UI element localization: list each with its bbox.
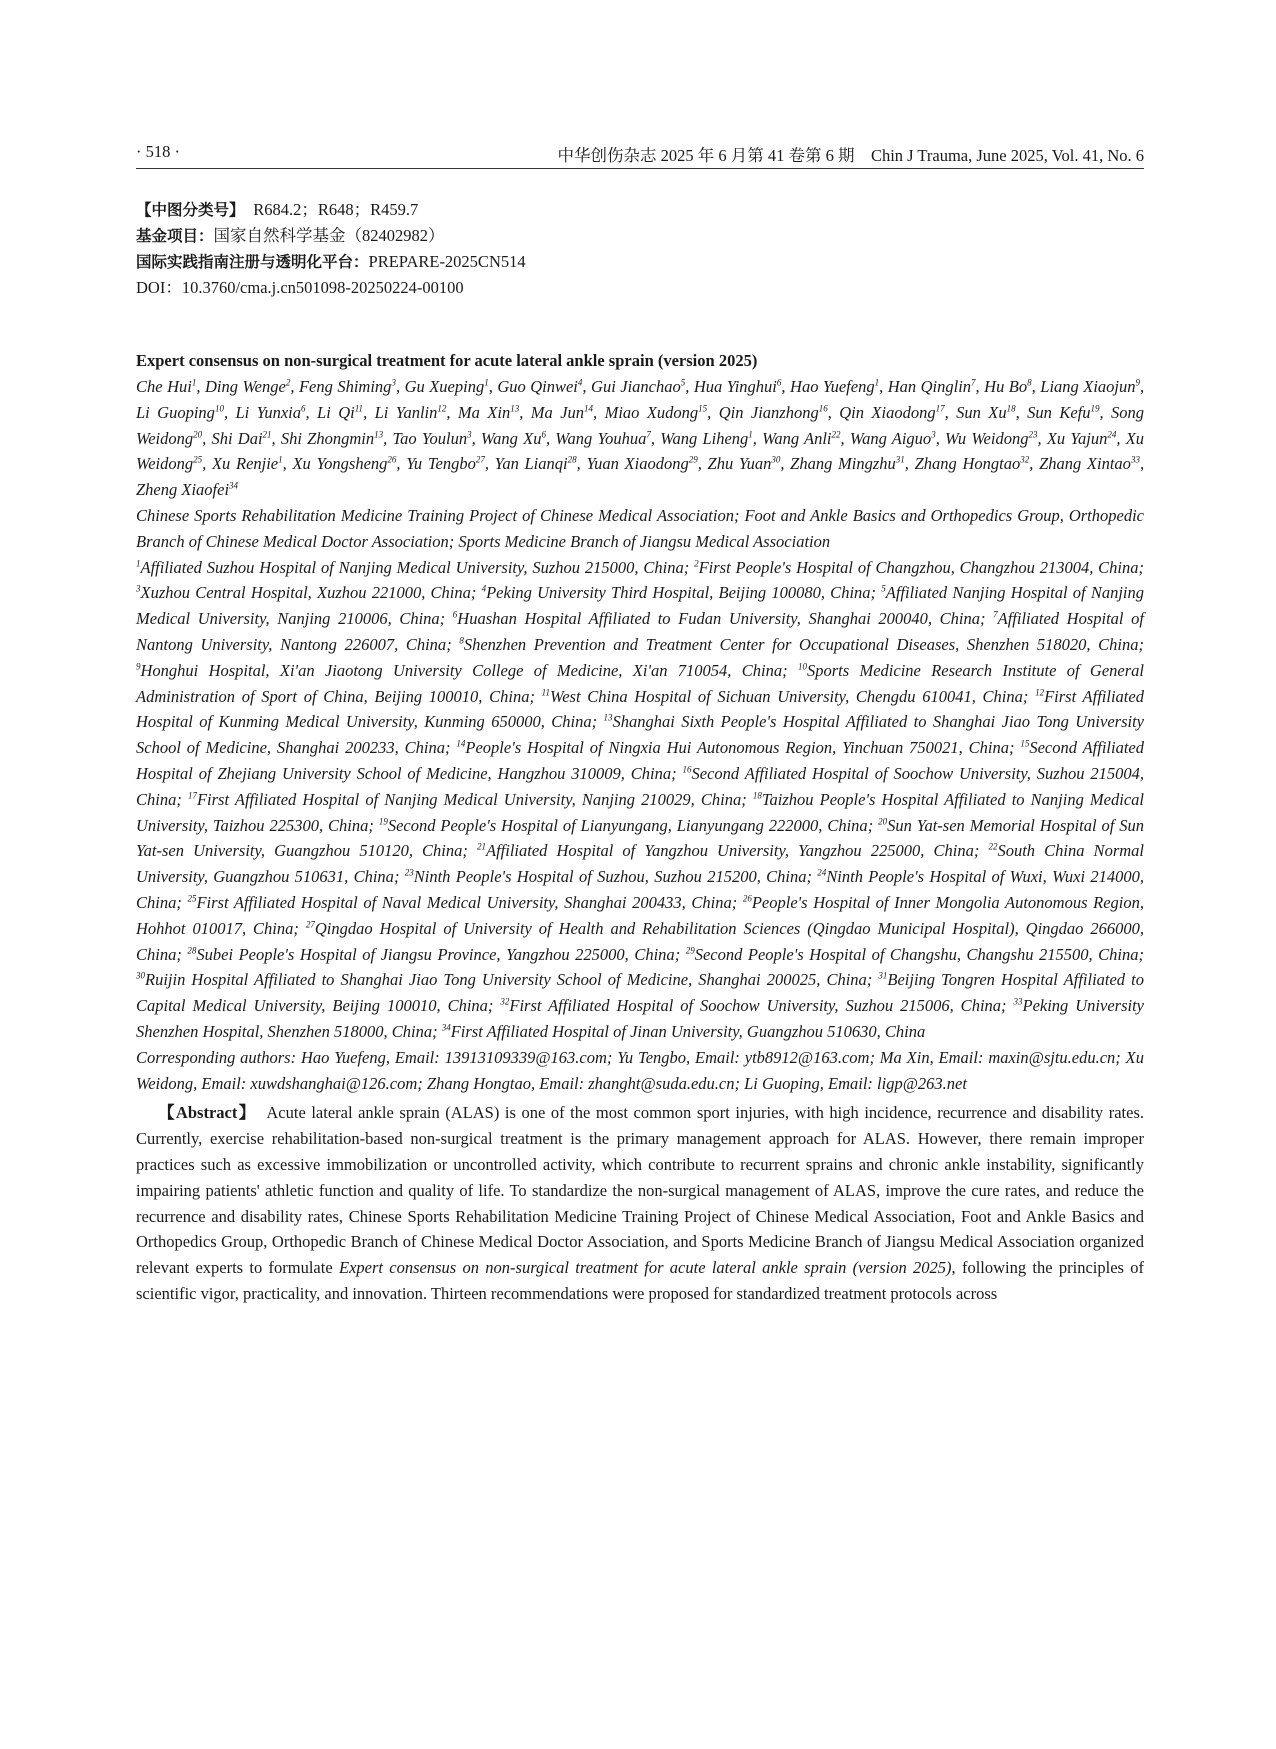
clc-value: R684.2；R648；R459.7 <box>236 200 419 219</box>
affiliation-number: 15 <box>1020 738 1030 749</box>
author-affiliation-marker: 24 <box>1107 429 1117 440</box>
author-name: Zheng Xiaofei <box>136 480 230 500</box>
author-name: Zhang Xintao <box>1039 454 1131 474</box>
author-name: Che Hui <box>136 377 192 396</box>
affiliation-number: 13 <box>603 712 613 723</box>
corresponding-authors: Corresponding authors: Hao Yuefeng, Email: 13913109339@163.com; Yu Tengbo, Email: ytb8912@163.com; Ma Xin, Email: maxin@sjtu.edu.cn; Xu Weidong, Email: xuwdshanghai@126.com; Zhang Hongtao, Email: zhanght@suda.edu.cn; Li Guoping, Email: ligp@263.net <box>136 1047 1144 1093</box>
affiliation-number: 23 <box>404 867 414 878</box>
affiliation-text: Affiliated Hospital of Yangzhou University, Yangzhou 225000, China <box>485 841 974 861</box>
author-name: Wang Xu <box>480 428 542 448</box>
affiliation-number: 34 <box>441 1022 451 1033</box>
author-affiliation-marker: 9 <box>1135 377 1141 388</box>
affiliation-text: Second People's Hospital of Lianyungang, Lianyungang 222000, China <box>387 815 868 835</box>
author-entry <box>212 454 283 473</box>
author-name: Wang Aiguo <box>849 428 932 448</box>
author-name: Hu Bo <box>984 377 1028 396</box>
author-name: Li Yunxia <box>235 402 301 422</box>
author-name: Li Guoping <box>136 402 215 422</box>
affiliation-number: 5 <box>881 583 886 594</box>
affiliation-text: First Affiliated Hospital of Naval Medical University, Shanghai 200433, China <box>196 892 732 912</box>
author-entry <box>762 429 840 448</box>
author-entry <box>392 429 471 448</box>
affiliation-text: First Affiliated Hospital of Nanjing Medical University, Nanjing 210029, China <box>196 789 742 809</box>
affiliation-text: Affiliated Hospital of Nantong University, Nantong 226007, China <box>136 609 1144 654</box>
affiliation-number: 8 <box>459 635 464 646</box>
author-entry <box>915 454 1030 473</box>
author-name: Feng Shiming <box>298 377 392 396</box>
author-name: Shi Dai <box>211 428 263 448</box>
affiliation-text: Ninth People's Hospital of Wuxi, Wuxi 214000, China <box>136 867 1145 912</box>
affiliation-number: 22 <box>988 841 998 852</box>
author-affiliation-marker: 30 <box>771 454 781 465</box>
clc-label: 【中图分类号】 <box>136 201 237 219</box>
author-affiliation-marker: 1 <box>874 377 880 388</box>
affiliation-number: 17 <box>187 790 197 801</box>
affiliation-text: Beijing Tongren Hospital Affiliated to Capital Medical University, Beijing 100010, China <box>136 970 1144 1016</box>
author-name: Tao Youlun <box>392 428 468 448</box>
affiliation-number: 12 <box>1035 687 1045 698</box>
author-entry <box>281 429 383 448</box>
affiliation-text: First Affiliated Hospital of Kunming Medical University, Kunming 650000, China <box>136 686 1144 732</box>
affiliation-number: 28 <box>187 945 197 956</box>
author-affiliation-marker: 19 <box>1090 403 1100 414</box>
author-name: Li Yanlin <box>374 402 438 422</box>
affiliation-entry <box>686 945 1139 964</box>
affiliation-text: Huashan Hospital Affiliated to Fudan University, Shanghai 200040, China <box>457 609 980 629</box>
fund-label: 基金项目： <box>136 227 214 245</box>
author-entry <box>458 403 519 422</box>
author-entry <box>1027 403 1099 422</box>
author-name: Ma Jun <box>530 402 585 422</box>
author-entry <box>956 403 1016 422</box>
author-name: Sun Kefu <box>1027 402 1091 422</box>
article-metadata <box>136 197 1136 301</box>
journal-citation: 中华创伤杂志 2025 年 6 月第 41 卷第 6 期 Chin J Trauma, June 2025, Vol. 41, No. 6 <box>557 146 1144 165</box>
author-affiliation-marker: 18 <box>1006 403 1016 414</box>
author-entry <box>888 377 976 396</box>
affiliation-entry <box>453 609 980 628</box>
affiliation-number: 4 <box>481 583 487 594</box>
affiliation-text: Ninth People's Hospital of Suzhou, Suzhou 215200, China <box>413 867 807 887</box>
author-entry <box>136 377 196 396</box>
author-name: Liang Xiaojun <box>1040 377 1136 396</box>
author-affiliation-marker: 16 <box>818 403 828 414</box>
affiliation-entry <box>459 635 1138 654</box>
author-name: Han Qinglin <box>887 377 972 396</box>
author-name: Xu Renjie <box>211 454 279 474</box>
affiliation-entry <box>187 893 731 912</box>
affiliation-number: 10 <box>797 661 807 672</box>
affiliation-number: 9 <box>136 661 141 672</box>
running-header <box>136 142 1144 169</box>
author-entry <box>211 429 271 448</box>
author-affiliation-marker: 17 <box>935 403 945 414</box>
author-name: Yu Tengbo <box>406 454 476 474</box>
affiliation-text: Second People's Hospital of Changshu, Changshu 215500, China <box>694 944 1139 964</box>
affiliation-entry <box>136 970 867 989</box>
author-entry <box>136 403 224 422</box>
affiliation-entry <box>187 945 674 964</box>
affiliation-text: Peking University Third Hospital, Beijing 100080, China <box>486 583 871 603</box>
author-affiliation-marker: 1 <box>484 377 489 388</box>
author-name: Hao Yuefeng <box>790 377 875 396</box>
affiliation-text: Qingdao Hospital of University of Health and Rehabilitation Sciences (Qingdao Municipal Hospital), Qingdao 266000, China <box>136 918 1144 964</box>
organizations: Chinese Sports Rehabilitation Medicine Training Project of Chinese Medical Association; Foot and Ankle Basics and Orthopedics Group, Orthopedic Branch of Chinese Medical Doctor Association; Sports Medicine Branch of Jiangsu Medical Association <box>136 505 1144 551</box>
affiliation-number: 1 <box>136 558 141 569</box>
author-name: Qin Xiaodong <box>839 402 936 422</box>
affiliation-text: South China Normal University, Guangzhou 510631, China <box>136 841 1144 887</box>
affiliation-entry <box>442 1022 926 1041</box>
affiliation-list: $^1$Affiliated Suzhou Hospital of Nanjing Medical University, Suzhou 215000, China; $^2$First People's Hospital of Changzhou, Changzhou 213004, China; $^3$Xuzhou Central Hospital, Xuzhou 221000, China; $^4$Peking University Third Hospital, Beijing 100080, China; $^5$Affiliated Nanjing Hospital of Nanjing Medical University, Nanjing 210006, China; $^6$Huashan Hospital Affiliated to Fudan University, Shanghai 200040, China; $^7$Affiliated Hospital of Nantong University, Nantong 226007, China; $^8$Shenzhen Prevention and Treatment Center for Occupational Diseases, Shenzhen 518020, China; $^9$Honghui Hospital, Xi'an Jiaotong University College of Medicine, Xi'an 710054, China; $^{10}$Sports Medicine Research Institute of General Administration of Sport of China, Beijing 100010, China; $^{11}$West China Hospital of Sichuan University, Chengdu 610041, China; $^{12}$First Affiliated Hospital of Kunming Medical University, Kunming 650000, China; $^{13}$Shanghai Sixth People's Hospital Affiliated to Shanghai Jiao Tong University School of Medicine, Shanghai 200233, China; $^{14}$People's Hospital of Ningxia Hui Autonomous Region, Yinchuan 750021, China; $^{15}$Second Affiliated Hospital of Zhejiang University School of Medicine, Hangzhou 310009, China; $^{16}$Second Affiliated Hospital of Soochow University, Suzhou 215004, China; $^{17}$First Affiliated Hospital of Nanjing Medical University, Nanjing 210029, China; $^{18}$Taizhou People's Hospital Affiliated to Nanjing Medical University, Taizhou 225300, China; $^{19}$Second People's Hospital of Lianyungang, Lianyungang 222000, China; $^{20}$Sun Yat-sen Memorial Hospital of Sun Yat-sen University, Guangzhou 510120, China; $^{21}$Affiliated Hospital of Yangzhou University, Yangzhou 225000, China; $^{22}$South China Normal University, Guangzhou 510631, China; $^{23}$Ninth People's Hospital of Suzhou, Suzhou 215200, China; $^{24}$Ninth People's Hospital of Wuxi, Wuxi 214000, China; $^{25}$First Affiliated Hospital of Naval Medical University, Shanghai 200433, China; $^{26}$People's Hospital of Inner Mongolia Autonomous Region, Hohhot 010017, China; $^{27}$Qingdao Hospital of University of Health and Rehabilitation Sciences (Qingdao Municipal Hospital), Qingdao 266000, China; $^{28}$Subei People's Hospital of Jiangsu Province, Yangzhou 225000, China; $^{29}$Second People's Hospital of Changshu, Changshu 215500, China; $^{30}$Ruijin Hospital Affiliated to Shanghai Jiao Tong University School of Medicine, Shanghai 200025, China; $^{31}$Beijing Tongren Hospital Affiliated to Capital Medical University, Beijing 100010, China; $^{32}$First Affiliated Hospital of Soochow University, Suzhou 215006, China; $^{33}$Peking University Shenzhen Hospital, Shenzhen 518000, China; $^{34}$First Affiliated Hospital of Jinan University, Guangzhou 510630, China <box>136 557 1145 1041</box>
affiliation-number: 30 <box>136 970 145 981</box>
author-entry <box>591 377 685 396</box>
affiliation-number: 11 <box>541 687 550 698</box>
author-entry <box>839 403 944 422</box>
author-name: Miao Xudong <box>604 402 699 422</box>
author-affiliation-marker: 22 <box>831 429 841 440</box>
author-affiliation-marker: 26 <box>387 454 397 465</box>
registry-row <box>136 249 1136 275</box>
author-entry <box>406 454 485 473</box>
author-affiliation-marker: 21 <box>262 429 272 440</box>
affiliation-text: Peking University Shenzhen Hospital, Shenzhen 518000, China <box>136 996 1144 1041</box>
page-number: · 518 · <box>136 142 180 161</box>
affiliation-number: 27 <box>305 919 315 930</box>
affiliation-number: 31 <box>878 970 888 981</box>
affiliation-number: 19 <box>378 816 388 827</box>
author-affiliation-marker: 2 <box>285 377 291 388</box>
author-affiliation-marker: 25 <box>193 454 203 465</box>
affiliation-text: West China Hospital of Sichuan University, Chengdu 610041, China <box>550 686 1023 706</box>
author-entry <box>790 377 879 396</box>
author-entry <box>317 403 363 422</box>
fund-value: 国家自然科学基金（82402982） <box>213 226 445 245</box>
affiliation-text: People's Hospital of Inner Mongolia Autonomous Region, Hohhot 010017, China <box>136 892 1144 938</box>
author-entry <box>605 403 708 422</box>
author-affiliation-marker: 23 <box>1028 429 1038 440</box>
author-affiliation-marker: 14 <box>584 403 594 414</box>
author-entry <box>694 377 782 396</box>
author-entry <box>719 403 828 422</box>
author-affiliation-marker: 29 <box>688 454 698 465</box>
affiliation-number: 32 <box>500 996 510 1007</box>
affiliation-text: Sun Yat-sen Memorial Hospital of Sun Yat-sen University, Guangzhou 510120, China <box>136 815 1145 861</box>
author-entry <box>405 377 489 396</box>
author-affiliation-marker: 8 <box>1027 377 1032 388</box>
affiliation-number: 3 <box>136 583 141 594</box>
affiliation-number: 20 <box>878 816 888 827</box>
author-affiliation-marker: 6 <box>300 403 306 414</box>
author-entry <box>1047 429 1117 448</box>
author-affiliation-marker: 7 <box>646 429 651 440</box>
author-entry <box>708 454 781 473</box>
author-name: Shi Zhongmin <box>280 428 375 448</box>
affiliation-entry <box>456 738 1009 757</box>
affiliation-entry <box>405 867 807 886</box>
author-entry <box>292 454 396 473</box>
affiliation-entry <box>500 996 1001 1015</box>
affiliation-number: 16 <box>682 764 692 775</box>
author-affiliation-marker: 1 <box>191 377 197 388</box>
author-name: Zhang Mingzhu <box>790 454 896 474</box>
english-front-matter <box>136 349 1144 1307</box>
author-name: Xu Yongsheng <box>292 454 388 474</box>
affiliation-entry <box>694 558 1138 577</box>
affiliation-number: 24 <box>817 867 827 878</box>
author-entry <box>205 377 290 396</box>
author-affiliation-marker: 31 <box>895 454 905 465</box>
author-name: Ma Xin <box>457 402 511 422</box>
affiliation-text: Taizhou People's Hospital Affiliated to Nanjing Medical University, Taizhou 225300, China <box>136 789 1144 835</box>
author-affiliation-marker: 34 <box>229 480 239 491</box>
author-entry <box>850 429 936 448</box>
author-name: Hua Yinghui <box>693 377 777 396</box>
author-affiliation-marker: 33 <box>1130 454 1140 465</box>
author-affiliation-marker: 1 <box>748 429 753 440</box>
author-affiliation-marker: 6 <box>541 429 546 440</box>
author-name: Wang Anli <box>762 428 832 448</box>
author-entry <box>531 403 593 422</box>
affiliation-text: Honghui Hospital, Xi'an Jiaotong University College of Medicine, Xi'an 710054, China <box>140 660 783 680</box>
author-affiliation-marker: 13 <box>374 429 384 440</box>
author-name: Qin Jianzhong <box>718 402 819 422</box>
abstract-consensus-title: Expert consensus on non-surgical treatment for acute lateral ankle sprain (version 2025) <box>338 1258 952 1278</box>
author-name: Wang Liheng <box>660 428 749 448</box>
affiliation-entry <box>482 583 871 602</box>
author-affiliation-marker: 1 <box>278 454 283 465</box>
registry-label: 国际实践指南注册与透明化平台： <box>136 253 369 271</box>
author-name: Zhu Yuan <box>707 454 772 474</box>
affiliation-number: 25 <box>187 893 197 904</box>
affiliation-entry <box>136 558 684 577</box>
affiliation-text: Sports Medicine Research Institute of General Administration of Sport of China, Beijing 100010, China <box>136 660 1144 706</box>
author-name: Yan Lianqi <box>494 454 568 474</box>
author-name: Song Weidong <box>136 402 1145 448</box>
affiliation-number: 21 <box>476 841 486 852</box>
affiliation-number: 33 <box>1013 996 1023 1007</box>
doi-value: DOI：10.3760/cma.j.cn501098-20250224-00100 <box>136 278 464 297</box>
affiliation-number: 2 <box>694 558 699 569</box>
abstract-text-1: Acute lateral ankle sprain (ALAS) is one of the most common sport injuries, with high incidence, recurrence and disability rates. Currently, exercise rehabilitation-based non-surgical treatment is the primary management approach for ALAS. However, there remain improper practices such as excessive immobilization or uncontrolled activity, which contribute to recurrent sprains and chronic ankle instability, significantly impairing patients' athletic function and quality of life. To standardize the non-surgical management of ALAS, improve the cure rates, and reduce the recurrence and disability rates, Chinese Sports Rehabilitation Medicine Training Project of Chinese Medical Association, Foot and Ankle Basics and Orthopedics Group, Orthopedic Branch of Chinese Medical Doctor Association, and Sports Medicine Branch of Jiangsu Medical Association organized relevant experts to formulate <box>136 1103 1144 1278</box>
author-entry <box>495 454 577 473</box>
author-name: Wu Weidong <box>945 428 1029 448</box>
author-name: Gu Xueping <box>404 377 485 396</box>
author-affiliation-marker: 4 <box>577 377 583 388</box>
affiliation-number: 26 <box>742 893 752 904</box>
affiliation-text: Subei People's Hospital of Jiangsu Province, Yangzhou 225000, China <box>196 944 675 964</box>
affiliation-number: 6 <box>452 609 458 620</box>
author-affiliation-marker: 7 <box>971 377 976 388</box>
affiliation-text: Second Affiliated Hospital of Soochow University, Suzhou 215004, China <box>136 763 1144 809</box>
affiliation-text: Ruijin Hospital Affiliated to Shanghai Jiao Tong University School of Medicine, Shanghai 200025, China <box>145 970 867 990</box>
affiliation-entry <box>188 790 741 809</box>
author-name: Sun Xu <box>956 402 1007 422</box>
clc-row <box>136 197 1136 223</box>
author-entry <box>136 480 238 499</box>
author-entry <box>1039 454 1140 473</box>
affiliation-text: Xuzhou Central Hospital, Xuzhou 221000, China <box>140 583 471 603</box>
abstract-paragraph <box>136 1100 1144 1306</box>
author-affiliation-marker: 3 <box>391 377 396 388</box>
doi-row <box>136 275 1136 301</box>
author-name: Gui Jianchao <box>591 377 681 396</box>
author-affiliation-marker: 12 <box>437 403 447 414</box>
author-name: Guo Qinwei <box>497 377 578 396</box>
affiliation-text: First People's Hospital of Changzhou, Changzhou 213004, China <box>698 557 1139 577</box>
affiliation-text: Second Affiliated Hospital of Zhejiang University School of Medicine, Hangzhou 310009, China <box>136 738 1144 783</box>
affiliation-text: Affiliated Suzhou Hospital of Nanjing Medical University, Suzhou 215000, China <box>140 557 684 577</box>
author-name: Xu Weidong <box>136 428 1145 474</box>
affiliation-number: 29 <box>685 945 695 956</box>
english-title: Expert consensus on non-surgical treatment for acute lateral ankle sprain (version 2025) <box>136 351 758 370</box>
author-name: Yuan Xiaodong <box>586 454 689 474</box>
author-entry <box>497 377 582 396</box>
affiliation-entry <box>379 816 868 835</box>
author-affiliation-marker: 32 <box>1020 454 1030 465</box>
affiliation-number: 18 <box>752 790 762 801</box>
author-entry <box>481 429 546 448</box>
author-entry <box>790 454 905 473</box>
author-entry <box>375 403 447 422</box>
abstract-label: 【Abstract】 <box>158 1103 249 1123</box>
affiliation-number: 14 <box>456 738 466 749</box>
affiliation-text: Affiliated Nanjing Hospital of Nanjing Medical University, Nanjing 210006, China <box>136 583 1144 629</box>
author-entry <box>555 429 651 448</box>
affiliation-text: Shenzhen Prevention and Treatment Center for Occupational Diseases, Shenzhen 518020, China <box>463 634 1139 654</box>
affiliation-number: 7 <box>993 609 998 620</box>
author-entry <box>984 377 1031 396</box>
author-name: Zhang Hongtao <box>914 454 1021 474</box>
author-entry <box>586 454 697 473</box>
affiliation-text: First Affiliated Hospital of Soochow University, Suzhou 215006, China <box>509 996 1002 1016</box>
author-entry <box>945 429 1037 448</box>
affiliation-text: First Affiliated Hospital of Jinan University, Guangzhou 510630, China <box>450 1021 926 1041</box>
affiliation-entry <box>477 841 974 860</box>
author-affiliation-marker: 28 <box>567 454 577 465</box>
author-name: Xu Yajun <box>1046 428 1108 448</box>
registry-value: PREPARE-2025CN514 <box>368 252 526 271</box>
author-entry <box>660 429 753 448</box>
author-affiliation-marker: 15 <box>698 403 708 414</box>
abstract-text-2: , following the principles of scientific vigor, practicality, and innovation. Thirteen recommendations were proposed for standardized treatment protocols across <box>136 1258 1145 1303</box>
author-affiliation-marker: 20 <box>193 429 203 440</box>
author-entry <box>235 403 305 422</box>
affiliation-entry <box>542 687 1023 706</box>
affiliation-text: People's Hospital of Ningxia Hui Autonomous Region, Yinchuan 750021, China <box>465 738 1009 758</box>
affiliation-entry <box>136 583 471 602</box>
author-affiliation-marker: 5 <box>680 377 686 388</box>
author-affiliation-marker: 6 <box>776 377 782 388</box>
author-name: Li Qi <box>317 402 355 422</box>
author-entry <box>1040 377 1140 396</box>
author-affiliation-marker: 27 <box>475 454 485 465</box>
affiliation-entry <box>136 661 782 680</box>
author-name: Ding Wenge <box>204 377 286 396</box>
fund-row <box>136 223 1136 249</box>
author-entry <box>299 377 396 396</box>
author-affiliation-marker: 3 <box>467 429 472 440</box>
affiliation-text: Shanghai Sixth People's Hospital Affiliated to Shanghai Jiao Tong University School of Medicine, Shanghai 200233, China <box>136 712 1145 758</box>
author-affiliation-marker: 10 <box>214 403 224 414</box>
author-affiliation-marker: 11 <box>354 403 364 414</box>
author-list: Che Hui$^1$, Ding Wenge$^2$, Feng Shiming$^3$, Gu Xueping$^1$, Guo Qinwei$^4$, Gui Jianchao$^5$, Hua Yinghui$^6$, Hao Yuefeng$^1$, Han Qinglin$^7$, Hu Bo$^8$, Liang Xiaojun$^9$, Li Guoping$^{10}$, Li Yunxia$^6$, Li Qi$^{11}$, Li Yanlin$^{12}$, Ma Xin$^{13}$, Ma Jun$^{14}$, Miao Xudong$^{15}$, Qin Jianzhong$^{16}$, Qin Xiaodong$^{17}$, Sun Xu$^{18}$, Sun Kefu$^{19}$, Song Weidong$^{20}$, Shi Dai$^{21}$, Shi Zhongmin$^{13}$, Tao Youlun$^3$, Wang Xu$^6$, Wang Youhua$^7$, Wang Liheng$^1$, Wang Anli$^{22}$, Wang Aiguo$^3$, Wu Weidong$^{23}$, Xu Yajun$^{24}$, Xu Weidong$^{25}$, Xu Renjie$^1$, Xu Yongsheng$^{26}$, Yu Tengbo$^{27}$, Yan Lianqi$^{28}$, Yuan Xiaodong$^{29}$, Zhu Yuan$^{30}$, Zhang Mingzhu$^{31}$, Zhang Hongtao$^{32}$, Zhang Xintao$^{33}$, Zheng Xiaofei$^{34}$ <box>136 377 1145 500</box>
author-affiliation-marker: 13 <box>510 403 520 414</box>
author-name: Wang Youhua <box>555 428 647 448</box>
author-affiliation-marker: 3 <box>931 429 936 440</box>
